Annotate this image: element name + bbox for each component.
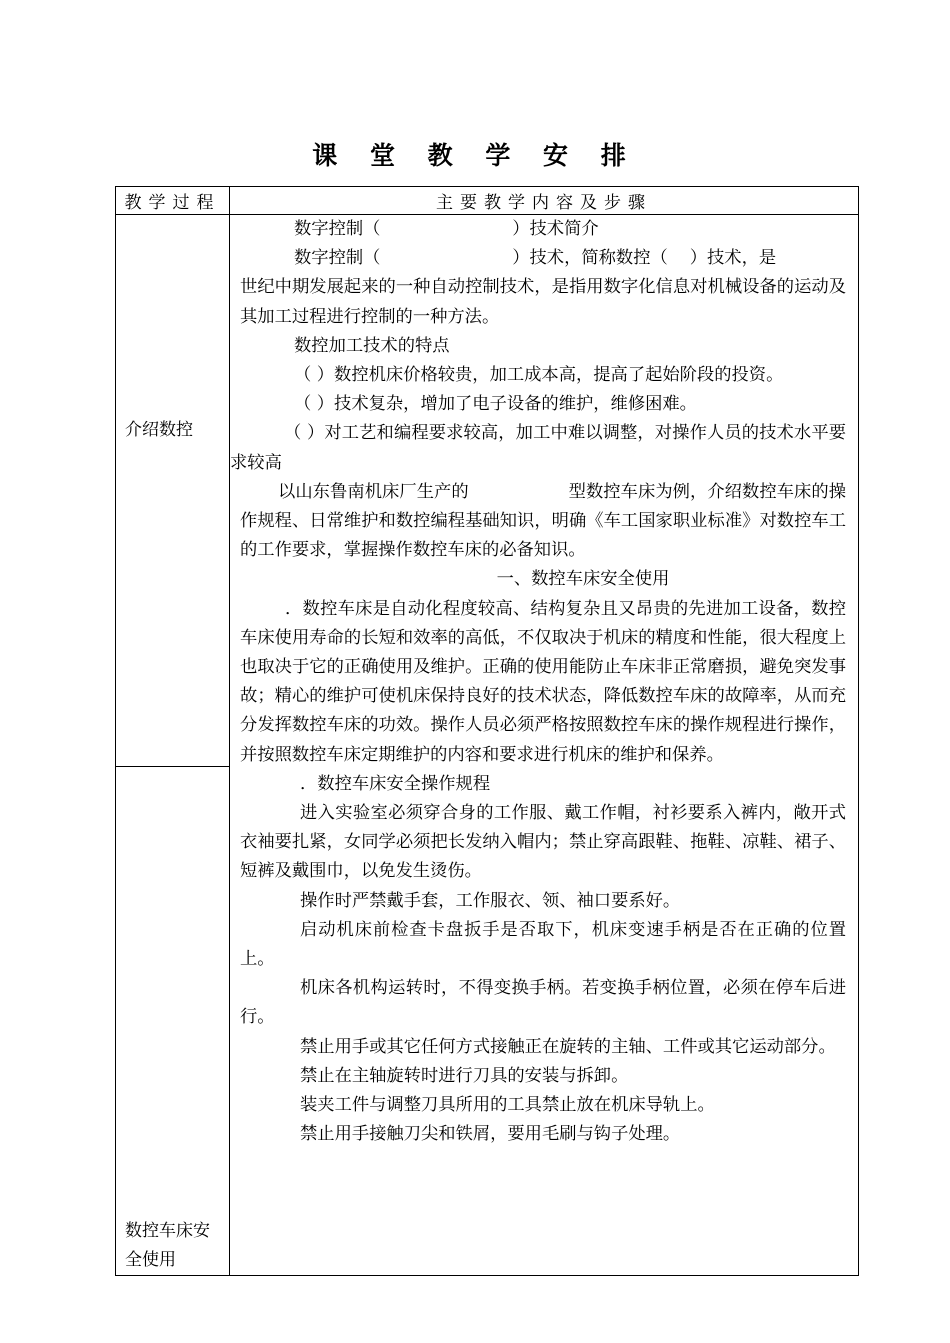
list-item: （ ）技术复杂，增加了电子设备的维护，维修困难。 — [294, 394, 697, 415]
list-item: （ ）对工艺和编程要求较高，加工中难以调整，对操作人员的技术水平要求较高 — [230, 423, 846, 473]
content-cell — [230, 215, 859, 1276]
section-label-safety-line2: 全使用 — [125, 1250, 176, 1270]
content-paragraph: 世纪中期发展起来的一种自动控制技术，是指用数字化信息对机械设备的运动及其加工过程进行控制的一种方法。 — [240, 277, 846, 327]
rule-item: 禁止用手或其它任何方式接触正在旋转的主轴、工件或其它运动部分。 — [300, 1036, 836, 1057]
rule-item: 进入实验室必须穿合身的工作服、戴工作帽，衬衫要系入裤内，敞开式衣袖要扎紧，女同学必须把长发纳入帽内；禁止穿高跟鞋、拖鞋、凉鞋、裙子、短裤及戴围巾，以免发生烫伤。 — [240, 803, 846, 882]
lesson-table — [115, 186, 859, 1276]
header-process: 教学过程 — [116, 187, 230, 215]
content-line: 数字控制（ ）技术，简称数控（ ）技术，是 — [294, 248, 777, 269]
content-paragraph: ．数控车床是自动化程度较高、结构复杂且又昂贵的先进加工设备，数控车床使用寿命的长短和效率的高低，不仅取决于机床的精度和性能，很大程度上也取决于它的正确使用及维护。正确的使用能防止车床非正常磨损，避免突发事故；精心的维护可使机床保持良好的技术状态，降低数控车床的故障率，从而充分发挥数控车床的功效。操作人员必须严格按照数控车床的操作规程进行操作，并按照数控车床定期维护的内容和要求进行机床的维护和保养。 — [240, 598, 846, 765]
content-paragraph: 以山东鲁南机床厂生产的 型数控车床为例，介绍数控车床的操作规程、日常维护和数控编程基础知识，明确《车工国家职业标准》对数控车工的工作要求，掌握操作数控车床的必备知识。 — [240, 481, 846, 561]
table-header-row — [116, 187, 859, 215]
section-label-safety — [116, 767, 230, 1276]
rule-item: 操作时严禁戴手套，工作服衣、领、袖口要系好。 — [300, 890, 681, 911]
rule-item: 启动机床前检查卡盘扳手是否取下，机床变速手柄是否在正确的位置上。 — [240, 919, 846, 970]
section-heading: 一、数控车床安全使用 — [496, 569, 670, 590]
list-item: （ ）数控机床价格较贵，加工成本高，提高了起始阶段的投资。 — [294, 365, 784, 386]
rule-item: 禁止用手接触刀尖和铁屑，要用毛刷与钩子处理。 — [300, 1124, 681, 1145]
rule-item: 机床各机构运转时，不得变换手柄。若变换手柄位置，必须在停车后进行。 — [240, 978, 846, 1028]
content-heading: ．数控车床安全操作规程 — [300, 773, 491, 794]
page-title: 课 堂 教 学 安 排 — [312, 141, 638, 170]
section-label-safety-line1: 数控车床安 — [125, 1221, 210, 1241]
rule-item: 禁止在主轴旋转时进行刀具的安装与拆卸。 — [300, 1065, 629, 1086]
section-label-intro-text: 介绍数控 — [125, 420, 193, 440]
content-heading: 数控加工技术的特点 — [294, 335, 450, 356]
header-content: 主要教学内容及步骤 — [230, 187, 859, 215]
rule-item: 装夹工件与调整刀具所用的工具禁止放在机床导轨上。 — [300, 1095, 715, 1116]
content-line: 数字控制（ ）技术简介 — [294, 219, 599, 239]
table-row — [116, 215, 859, 767]
section-label-intro — [116, 215, 230, 767]
